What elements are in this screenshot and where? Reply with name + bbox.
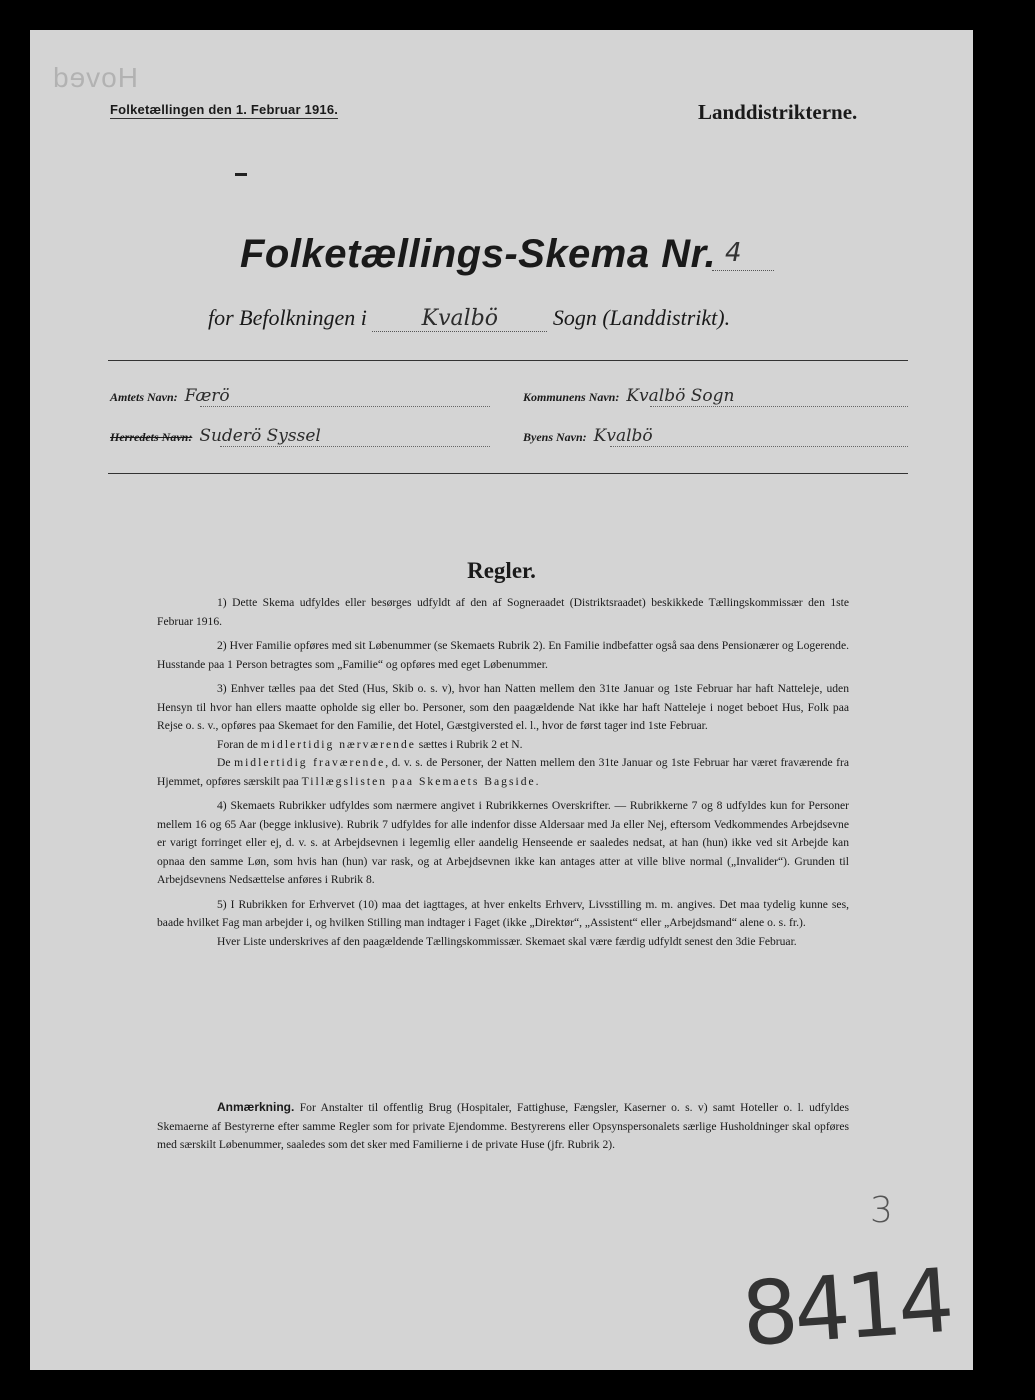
rule-3c-mid: , d. v. s. de Personer, der Natten mellem den 31te Januar og 1ste Februar har været fraværende fra Hjemmet, opføres særskilt paa bbox=[157, 756, 849, 788]
parish-fill bbox=[372, 305, 547, 332]
rule-5: 5) I Rubrikken for Erhvervet (10) maa det iagttages, at hver enkelts Erhverv, Livsstilling m. m. angives. Det maa tydelig kunne ses, baade hvilket Fag man arbejder i, og hvilken Stilling man indtager i Faget (ikke „Direktør“, „Assistent“ eller „Arbejdsmand“ alene o. s. fr.). bbox=[157, 897, 849, 929]
district-type-header: Landdistrikterne. bbox=[698, 100, 858, 124]
rule-6: Hver Liste underskrives af den paagældende Tællingskommissær. Skemaet skal være færdig udfyldt senest den 3die Februar. bbox=[217, 934, 797, 948]
herred-label: Herredets Navn: bbox=[110, 430, 193, 444]
amt-label: Amtets Navn: bbox=[110, 390, 178, 404]
by-field bbox=[523, 426, 653, 446]
form-title: Folketællings-Skema Nr. bbox=[240, 232, 717, 276]
rule-3c-spaced2: Tillægslisten paa Skemaets Bagside bbox=[301, 774, 536, 788]
rules-heading: Regler. bbox=[467, 558, 536, 583]
pencil-number-large: 8414 bbox=[738, 1248, 954, 1367]
kommune-value: Kvalbö Sogn bbox=[626, 386, 735, 406]
form-number-dotline bbox=[712, 270, 774, 271]
rule-4: 4) Skemaets Rubrikker udfyldes som nærmere angivet i Rubrikkernes Overskrifter. — Rubrikkerne 7 og 8 udfyldes kun for Personer mellem 16 og 65 Aar (begge inklusive). Rubrik 7 udfyldes for alle indenfor disse Aldersaar med Ja eller Nej, eftersom Vedkommendes Arbejdsevne er varigt forringet eller ej, d. v. s. at Arbejdsevnen i legemlig eller aandelig Henseende er saaledes nedsat, at han (hun) ikke ved sit Arbejde kan opnaa den samme Løn, som hvis han (hun) var rask, og at Arbejdsevnen ikke kan antages atter at ville blive normal („Invalider“). Grunden til Arbejdsevnens Nedsættelse anføres i Rubrik 8. bbox=[157, 799, 849, 886]
bottom-divider bbox=[108, 473, 908, 474]
kommune-label: Kommunens Navn: bbox=[523, 390, 620, 404]
rule-3c-spaced: midlertidig fraværende bbox=[234, 756, 386, 769]
amt-value: Færö bbox=[184, 386, 230, 406]
population-suffix: Sogn (Landdistrikt). bbox=[552, 305, 731, 330]
population-line bbox=[208, 305, 730, 332]
kommune-dotline bbox=[650, 406, 908, 407]
annotation-note bbox=[157, 1098, 849, 1155]
form-number-handwritten: 4 bbox=[725, 238, 742, 268]
herred-value: Suderö Syssel bbox=[199, 426, 321, 446]
by-dotline bbox=[610, 446, 908, 447]
census-date-header: Folketællingen den 1. Februar 1916. bbox=[110, 102, 339, 117]
herred-field bbox=[110, 426, 321, 446]
annotation-text: For Anstalter til offentlig Brug (Hospitaler, Fattighuse, Fængsler, Kaserner o. s. v) samt Hoteller o. l. udfyldes Skemaerne af Bestyrerne efter samme Regler som for private Ejendomme. Bestyrerens eller Opsynspersonalets særlige Husholdninger skal opføres med særskilt Løbenummer, saaledes som det sker med Familierne i de private Huse (jfr. Rubrik 2). bbox=[157, 1101, 849, 1151]
rule-3: 3) Enhver tælles paa det Sted (Hus, Skib o. s. v), hvor han Natten mellem den 31te Januar og 1ste Februar har haft Natteleje, uden Hensyn til hvor han ellers maatte opholde sig eller bo. Personer, som den paagældende Nat ikke har haft Natteleje i noget beboet Hus, Folk paa Rejse o. s. v., opføres paa Skemaet for den Familie, det Hotel, Gæstgiversted el. l., hvor de først tager ind 1ste Februar. bbox=[157, 682, 849, 732]
rule-3b-post: sættes i Rubrik 2 et N. bbox=[418, 737, 523, 751]
parish-handwritten: Kvalbö bbox=[421, 306, 499, 331]
rule-3c-end: . bbox=[535, 774, 539, 788]
rule-2: 2) Hver Familie opføres med sit Løbenummer (se Skemaets Rubrik 2). En Familie indbefatter også saa dens Pensionærer og Logerende. Husstande paa 1 Person betragtes som „Familie“ og opføres med eget Løbenummer. bbox=[157, 639, 849, 671]
rule-3-midlertidig-nærværende bbox=[157, 736, 849, 755]
by-label: Byens Navn: bbox=[523, 430, 587, 444]
by-value: Kvalbö bbox=[593, 426, 653, 446]
annotation-label: Anmærkning. bbox=[217, 1100, 295, 1114]
herred-dotline bbox=[220, 446, 490, 447]
amt-dotline bbox=[200, 406, 490, 407]
top-divider bbox=[108, 360, 908, 361]
rule-3-midlertidig-fraværende bbox=[157, 754, 849, 791]
rules-body bbox=[157, 594, 849, 957]
kommune-field bbox=[523, 386, 734, 406]
population-prefix: for Befolkningen i bbox=[208, 305, 367, 330]
hoved-stamp-bleedthrough: Hoved bbox=[52, 62, 138, 93]
amt-field bbox=[110, 386, 230, 406]
rule-3c-pre: De bbox=[217, 756, 231, 769]
pencil-number-small: 3 bbox=[870, 1190, 893, 1231]
rule-3b-spaced: midlertidig nærværende bbox=[260, 737, 416, 751]
rule-1: 1) Dette Skema udfyldes eller besørges udfyldt af den af Sogneraadet (Distriktsraadet) beskikkede Tællingskommissær den 1ste Februar 1916. bbox=[157, 596, 849, 628]
dash-mark bbox=[235, 173, 247, 176]
rule-3b-pre: Foran de bbox=[217, 737, 258, 751]
census-form-page bbox=[30, 30, 973, 1370]
